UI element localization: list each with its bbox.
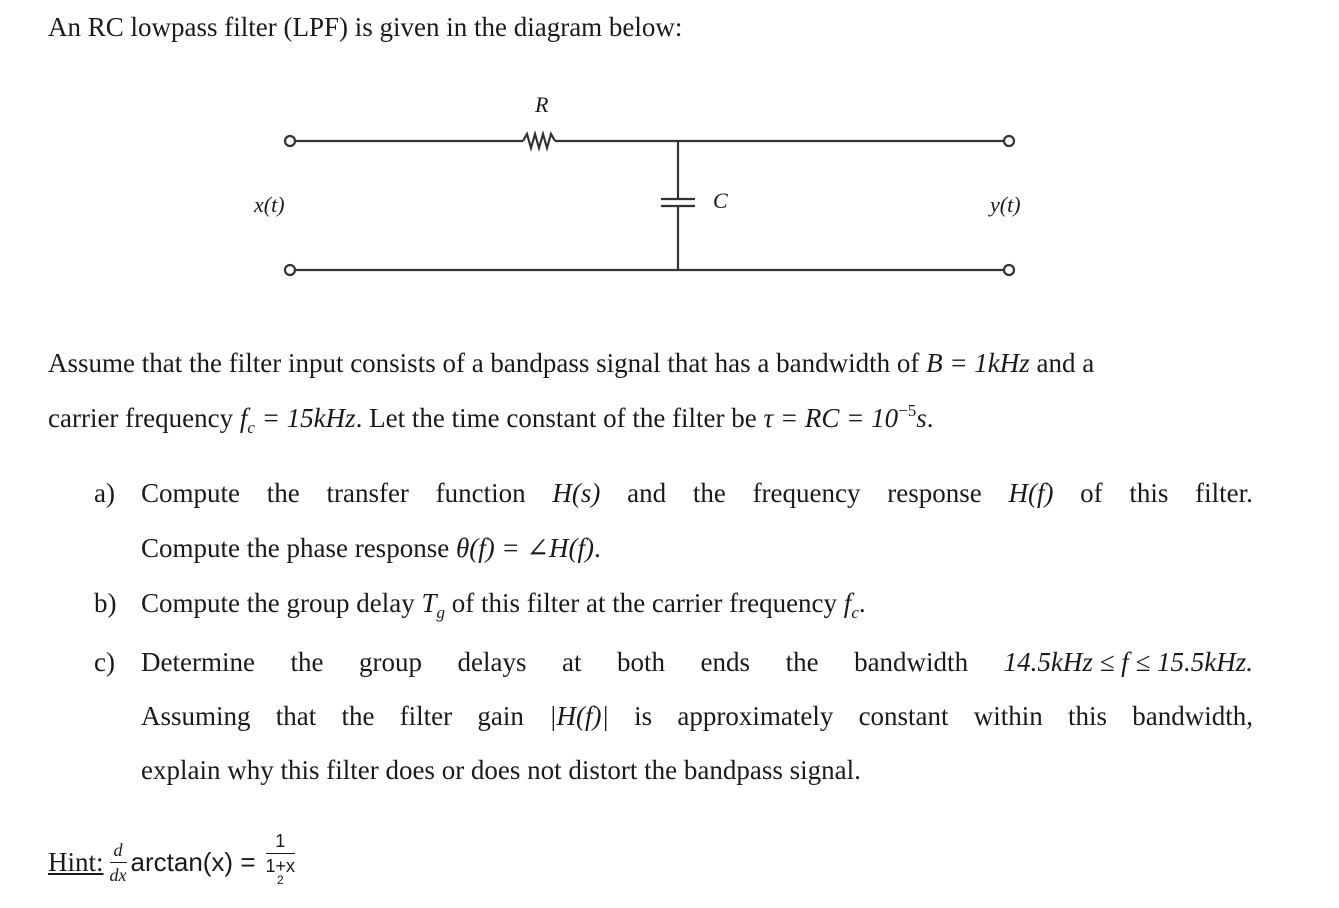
- fraction-denominator: [266, 854, 296, 893]
- derivative-operator: [110, 841, 127, 884]
- word: approximately: [677, 701, 834, 731]
- capacitor-label: C: [713, 188, 728, 213]
- hint-fraction: [266, 832, 296, 893]
- assume-text-end: and a: [1029, 348, 1095, 378]
- word: H(f): [1008, 478, 1054, 508]
- word: this: [1068, 701, 1108, 731]
- seconds-unit: s: [916, 403, 927, 433]
- word: group: [358, 647, 422, 677]
- input-terminal-top: [285, 136, 295, 146]
- arctan-expression: arctan(x) =: [130, 847, 256, 877]
- item-c-line-1: [141, 647, 1253, 678]
- item-c-line-2: [141, 701, 1253, 732]
- word: |H(f)|: [549, 701, 609, 731]
- word: response: [887, 478, 982, 508]
- derivative-denominator: dx: [109, 865, 127, 885]
- word: filter.: [1195, 478, 1253, 508]
- group-delay-text: Compute the group delay: [141, 588, 422, 618]
- output-terminal-top: [1004, 136, 1014, 146]
- hint-line: [48, 832, 295, 893]
- resistor-symbol: [523, 134, 555, 148]
- carrier-freq-text: of this filter at the carrier frequency: [444, 588, 844, 618]
- fraction-denominator-base: 1+x: [265, 856, 296, 876]
- item-a-line-1: [141, 478, 1253, 509]
- item-a-marker: a): [94, 478, 115, 508]
- tau-math: τ = RC = 10: [763, 403, 899, 433]
- word: the: [341, 701, 375, 731]
- word: both: [617, 647, 666, 677]
- derivative-numerator: d: [110, 841, 127, 863]
- item-a-line-2: [141, 533, 601, 564]
- fc-symbol: f: [843, 588, 852, 618]
- word: the: [692, 478, 726, 508]
- word: bandwidth,: [1132, 701, 1253, 731]
- word: of: [1080, 478, 1103, 508]
- output-signal-label: y(t): [990, 192, 1021, 217]
- word: the: [266, 478, 300, 508]
- word: this: [1129, 478, 1169, 508]
- word: function: [435, 478, 526, 508]
- word: transfer: [326, 478, 409, 508]
- item-c-marker: c): [94, 647, 115, 677]
- word: filter: [399, 701, 453, 731]
- phase-math: θ(f) = ∠H(f): [455, 533, 595, 563]
- output-terminal-bottom: [1004, 265, 1014, 275]
- word: Compute: [141, 478, 240, 508]
- item-c-line-3: explain why this filter does or does not distort the bandpass signal.: [141, 755, 861, 785]
- word: constant: [858, 701, 949, 731]
- rc-circuit-diagram: [0, 0, 1339, 330]
- word: delays: [457, 647, 527, 677]
- word: bandwidth: [854, 647, 969, 677]
- item-b-line: [141, 588, 866, 622]
- assume-text: Assume that the filter input consists of a bandpass signal that has a bandwidth of: [48, 348, 927, 378]
- word: the: [785, 647, 819, 677]
- word: that: [275, 701, 317, 731]
- bandwidth-math: B = 1kHz: [926, 348, 1030, 378]
- carrier-math: = 15kHz: [254, 403, 356, 433]
- period: .: [594, 533, 601, 563]
- input-signal-label: x(t): [254, 192, 285, 217]
- tg-symbol: T: [421, 588, 437, 618]
- tg-subscript: g: [436, 603, 445, 622]
- word: 14.5kHz ≤ f ≤ 15.5kHz.: [1003, 647, 1253, 677]
- fc-subscript: c: [851, 603, 859, 622]
- word: frequency: [752, 478, 861, 508]
- assume-line-1: [48, 348, 1094, 379]
- item-b-marker: b): [94, 588, 117, 618]
- intro-text: An RC lowpass filter (LPF) is given in the diagram below:: [48, 12, 683, 42]
- assume-line-2: [48, 401, 934, 437]
- resistor-label: R: [535, 92, 549, 117]
- word: at: [562, 647, 582, 677]
- time-constant-text: . Let the time constant of the filter be: [355, 403, 764, 433]
- period: .: [926, 403, 934, 433]
- phase-text: Compute the phase response: [141, 533, 456, 563]
- fraction-exponent: 2: [276, 873, 284, 887]
- input-terminal-bottom: [285, 265, 295, 275]
- word: Determine: [141, 647, 255, 677]
- word: the: [290, 647, 324, 677]
- period: .: [858, 588, 866, 618]
- tau-exponent: −5: [898, 401, 917, 420]
- word: within: [973, 701, 1043, 731]
- word: gain: [477, 701, 524, 731]
- word: and: [627, 478, 667, 508]
- carrier-text: carrier frequency: [48, 403, 240, 433]
- fraction-numerator: 1: [266, 832, 296, 854]
- word: ends: [700, 647, 751, 677]
- fc-symbol: f: [239, 403, 248, 433]
- hint-label: Hint:: [48, 847, 104, 877]
- fc-subscript: c: [247, 418, 255, 437]
- word: Assuming: [141, 701, 251, 731]
- word: H(s): [552, 478, 601, 508]
- word: is: [634, 701, 653, 731]
